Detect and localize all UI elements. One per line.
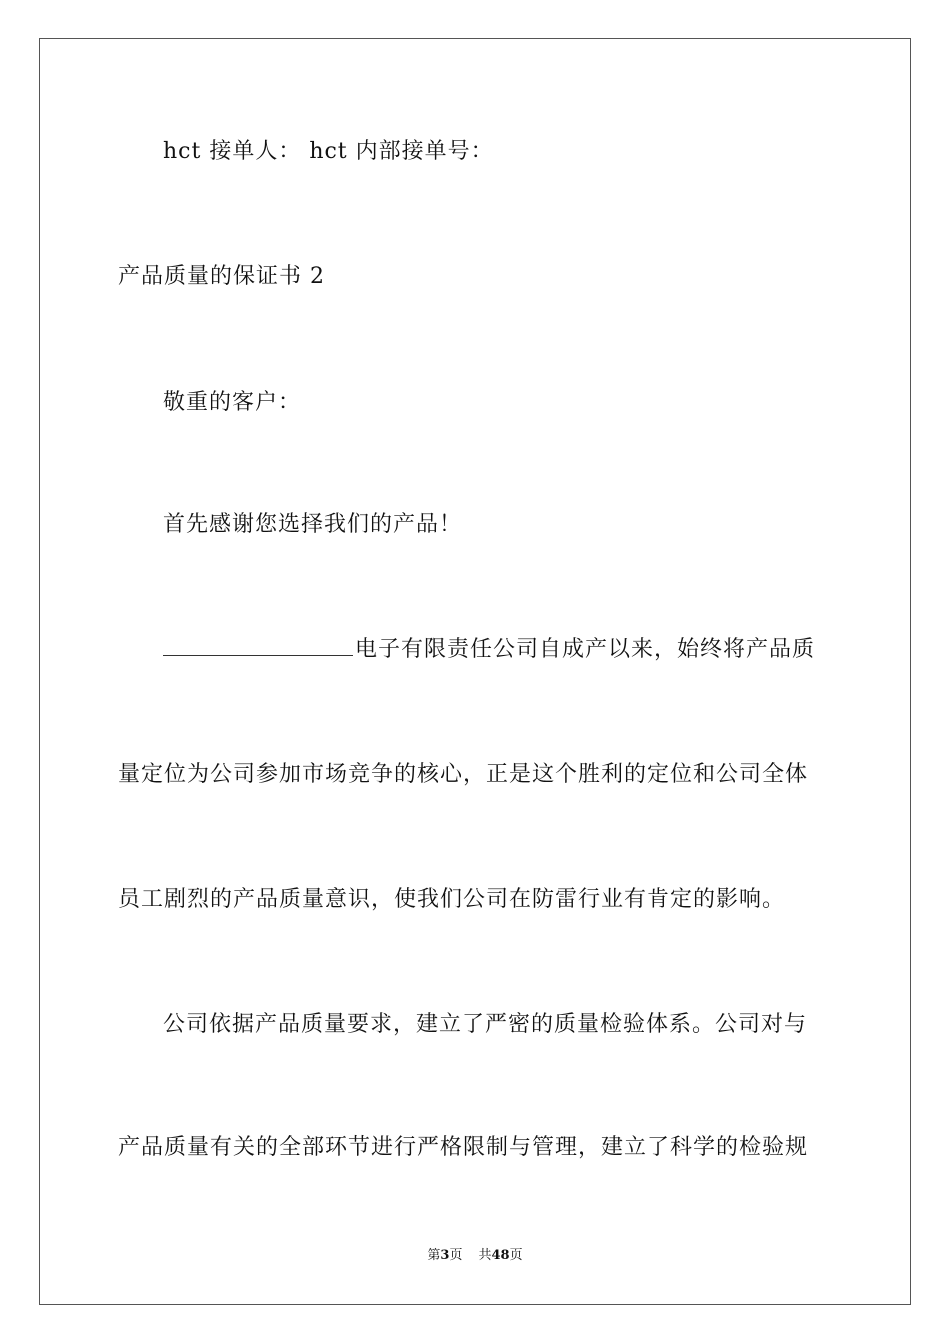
page-footer: [0, 1247, 950, 1265]
total-suffix: 页: [509, 1248, 523, 1263]
page-prefix: 第: [427, 1248, 441, 1263]
section-title: 产品质量的保证书 2: [118, 264, 325, 289]
paragraph-line-text: 电子有限责任公司自成产以来，始终将产品质: [355, 637, 816, 662]
paragraph-line: [163, 635, 883, 665]
salutation: 敬重的客户：: [163, 390, 302, 415]
page-suffix: 页: [449, 1248, 463, 1263]
paragraph-line: 产品质量有关的全部环节进行严格限制与管理，建立了科学的检验规: [118, 1135, 809, 1160]
page-number: 3: [440, 1248, 450, 1263]
page-border: [39, 38, 911, 1305]
receiver-info-line: hct 接单人： hct 内部接单号：: [163, 139, 494, 164]
paragraph-line: 公司依据产品质量要求，建立了严密的质量检验体系。公司对与: [163, 1012, 808, 1037]
total-prefix: 共: [478, 1248, 492, 1263]
paragraph-line: 量定位为公司参加市场竞争的核心，正是这个胜利的定位和公司全体: [118, 762, 809, 787]
paragraph-thanks: 首先感谢您选择我们的产品！: [163, 512, 463, 537]
company-name-blank: [163, 635, 353, 656]
paragraph-line: 员工剧烈的产品质量意识，使我们公司在防雷行业有肯定的影响。: [118, 887, 786, 912]
total-pages: 48: [491, 1248, 510, 1263]
